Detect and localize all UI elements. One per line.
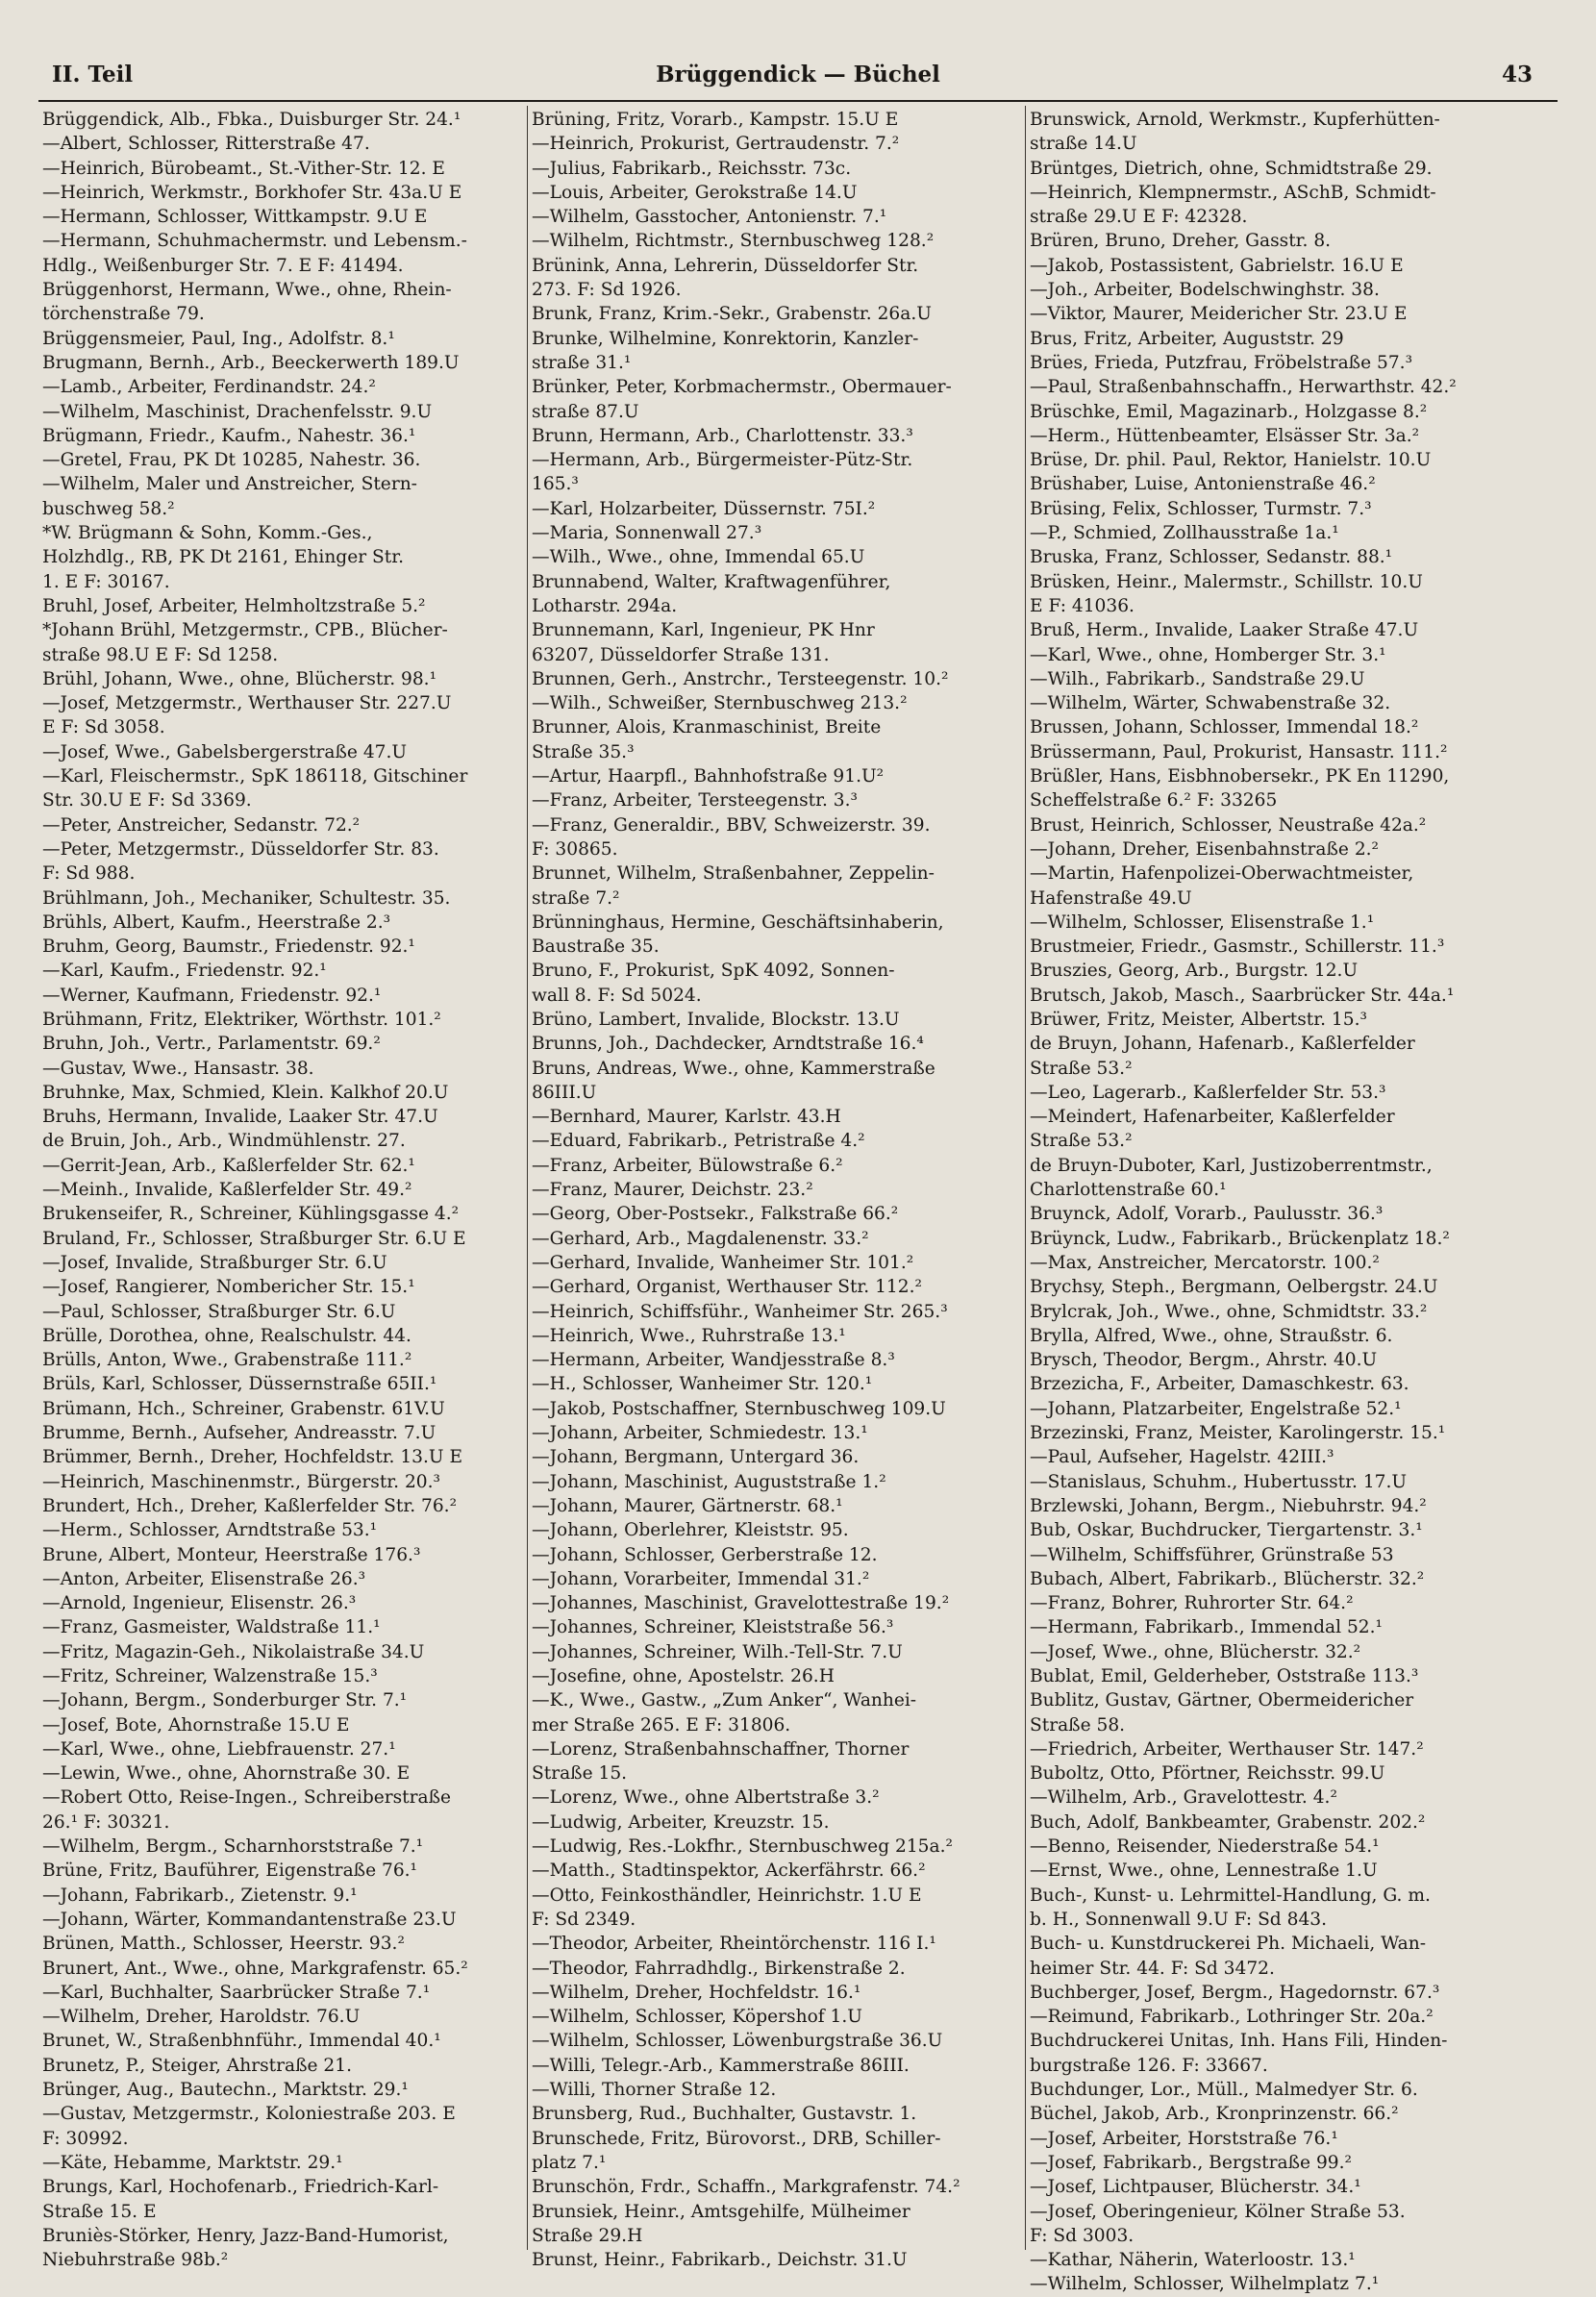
directory-entry-line: 26.¹ F: 30321. — [42, 1811, 170, 1833]
column-divider — [1025, 106, 1026, 2250]
directory-entry-line: Brüse, Dr. phil. Paul, Rektor, Hanielstr. 10.U — [1030, 450, 1432, 471]
page-header — [38, 56, 1558, 102]
directory-entry-line: —Willi, Thorner Straße 12. — [532, 2080, 777, 2101]
directory-entry-line: —Lorenz, Straßenbahnschaffner, Thorner — [532, 1738, 910, 1760]
directory-entry-line: Brunnabend, Walter, Kraftwagenführer, — [532, 571, 891, 592]
directory-entry-line: de Bruyn-Duboter, Karl, Justizoberrentmstr., — [1030, 1155, 1433, 1176]
directory-entry-line: —Anton, Arbeiter, Elisenstraße 26.³ — [42, 1568, 366, 1589]
directory-entry-line: Brüsing, Felix, Schlosser, Turmstr. 7.³ — [1030, 498, 1372, 519]
directory-entry-line: —Stanislaus, Schuhm., Hubertusstr. 17.U — [1030, 1471, 1408, 1492]
directory-entry-line: straße 31.¹ — [532, 352, 632, 373]
directory-entry-line: —Kathar, Näherin, Waterloostr. 13.¹ — [1030, 2250, 1356, 2271]
directory-entry-line: Brzezinski, Franz, Meister, Karolingerstr. 15.¹ — [1030, 1423, 1446, 1444]
directory-entry-line: —Franz, Gasmeister, Waldstraße 11.¹ — [42, 1617, 381, 1638]
directory-entry-line: —Albert, Schlosser, Ritterstraße 47. — [42, 134, 370, 155]
directory-entry-line: —Josef, Invalide, Straßburger Str. 6.U — [42, 1252, 387, 1273]
directory-entry-line: —Gerhard, Arb., Magdalenenstr. 33.² — [532, 1228, 869, 1249]
directory-entry-line: Brünger, Aug., Bautechn., Marktstr. 29.¹ — [42, 2080, 409, 2101]
directory-entry-line: F: Sd 988. — [42, 863, 136, 885]
directory-entry-line: —Arnold, Ingenieur, Elisenstr. 26.³ — [42, 1593, 357, 1614]
directory-entry-line: —Wilhelm, Richtmstr., Sternbuschweg 128.² — [532, 231, 935, 252]
directory-entry-line: —Josef, Wwe., ohne, Blücherstr. 32.² — [1030, 1641, 1361, 1662]
directory-entry-line: Brüggendick, Alb., Fbka., Duisburger Str. 24.¹ — [42, 110, 461, 130]
part-label: II. Teil — [52, 62, 134, 87]
directory-entry-line: Holzhdlg., RB, PK Dt 2161, Ehinger Str. — [42, 547, 404, 568]
directory-entry-line: —Karl, Fleischermstr., SpK 186118, Gitschiner — [42, 766, 468, 787]
directory-entry-line: —Johann, Maurer, Gärtnerstr. 68.¹ — [532, 1495, 843, 1516]
directory-entry-line: Bruno, F., Prokurist, SpK 4092, Sonnen- — [532, 961, 895, 982]
directory-entry-line: —Johann, Bergm., Sonderburger Str. 7.¹ — [42, 1690, 408, 1711]
directory-entry-line: Brunk, Franz, Krim.-Sekr., Grabenstr. 26a.U — [532, 304, 932, 325]
directory-entry-line: —Josef, Wwe., Gabelsbergerstraße 47.U — [42, 741, 408, 762]
directory-entry-line: Brumme, Bernh., Aufseher, Andreasstr. 7.U — [42, 1423, 436, 1444]
directory-entry-line: —Paul, Schlosser, Straßburger Str. 6.U — [42, 1301, 396, 1322]
directory-entry-line: —Hermann, Fabrikarb., Immendal 52.¹ — [1030, 1617, 1383, 1638]
directory-entry-line: Bubach, Albert, Fabrikarb., Blücherstr. 32.² — [1030, 1568, 1425, 1589]
directory-entry-line: —Karl, Wwe., ohne, Homberger Str. 3.¹ — [1030, 644, 1386, 665]
directory-entry-line: Brunswick, Arnold, Werkmstr., Kupferhütten- — [1030, 110, 1440, 130]
directory-entry-line: Brust, Heinrich, Schlosser, Neustraße 42a.² — [1030, 814, 1427, 836]
directory-entry-line: 1. E F: 30167. — [42, 571, 170, 592]
directory-entry-line: —Artur, Haarpfl., Bahnhofstraße 91.U² — [532, 766, 885, 787]
directory-entry-line: —Martin, Hafenpolizei-Oberwachtmeister, — [1030, 863, 1414, 885]
directory-entry-line: Buch-, Kunst- u. Lehrmittel-Handlung, G. m. — [1030, 1885, 1431, 1906]
directory-entry-line: Brüne, Fritz, Bauführer, Eigenstraße 76.¹ — [42, 1860, 418, 1882]
directory-entry-line: Brussen, Johann, Schlosser, Immendal 18.² — [1030, 717, 1419, 738]
directory-entry-line: —Karl, Buchhalter, Saarbrücker Straße 7.¹ — [42, 1982, 431, 2003]
directory-entry-line: Brysch, Theodor, Bergm., Ahrstr. 40.U — [1030, 1350, 1378, 1371]
directory-entry-line: —Otto, Feinkosthändler, Heinrichstr. 1.U E — [532, 1885, 922, 1906]
directory-entry-line: —Heinrich, Prokurist, Gertraudenstr. 7.² — [532, 134, 900, 155]
directory-entry-line: —Heinrich, Wwe., Ruhrstraße 13.¹ — [532, 1325, 846, 1346]
directory-entry-line: Bruhnke, Max, Schmied, Klein. Kalkhof 20.U — [42, 1082, 449, 1103]
directory-entry-line: —Johann, Maschinist, Auguststraße 1.² — [532, 1471, 886, 1492]
directory-entry-line: —Herm., Schlosser, Arndtstraße 53.¹ — [42, 1520, 378, 1541]
directory-entry-line: Str. 30.U E F: Sd 3369. — [42, 790, 252, 811]
running-title: Brüggendick — Büchel — [656, 62, 940, 87]
directory-entry-line: —Friedrich, Arbeiter, Werthauser Str. 147.² — [1030, 1738, 1424, 1760]
directory-entry-line: Brychsy, Steph., Bergmann, Oelbergstr. 24.U — [1030, 1277, 1438, 1298]
directory-entry-line: törchenstraße 79. — [42, 304, 205, 325]
directory-entry-line: Bruhn, Joh., Vertr., Parlamentstr. 69.² — [42, 1034, 381, 1055]
directory-entry-line: Hafenstraße 49.U — [1030, 887, 1192, 909]
directory-entry-line: —Käte, Hebamme, Marktstr. 29.¹ — [42, 2152, 343, 2173]
directory-entry-line: —Heinrich, Maschinenmstr., Bürgerstr. 20.³ — [42, 1471, 440, 1492]
directory-entry-line: Brylcrak, Joh., Wwe., ohne, Schmidtstr. 33.² — [1030, 1301, 1428, 1322]
directory-entry-line: Scheffelstraße 6.² F: 33265 — [1030, 790, 1278, 811]
directory-entry-line: —Karl, Kaufm., Friedenstr. 92.¹ — [42, 961, 327, 982]
directory-entry-line: —Wilh., Schweißer, Sternbuschweg 213.² — [532, 693, 908, 714]
directory-entry-line: —Johann, Arbeiter, Schmiedestr. 13.¹ — [532, 1423, 868, 1444]
directory-entry-line: —Julius, Fabrikarb., Reichsstr. 73c. — [532, 158, 852, 179]
directory-entry-line: Brüwer, Fritz, Meister, Albertstr. 15.³ — [1030, 1009, 1367, 1030]
directory-entry-line: Bruns, Andreas, Wwe., ohne, Kammerstraße — [532, 1058, 935, 1079]
directory-entry-line: —Willi, Telegr.-Arb., Kammerstraße 86III. — [532, 2055, 910, 2076]
directory-entry-line: Bublitz, Gustav, Gärtner, Obermeidericher — [1030, 1690, 1414, 1711]
directory-entry-line: —Heinrich, Schiffsführ., Wanheimer Str. 265.³ — [532, 1301, 948, 1322]
directory-entry-line: —Theodor, Arbeiter, Rheintörchenstr. 116 I.¹ — [532, 1934, 936, 1955]
directory-entry-line: straße 7.² — [532, 887, 620, 909]
directory-entry-line: Brühls, Albert, Kaufm., Heerstraße 2.³ — [42, 911, 391, 933]
directory-entry-line: Brüggenhorst, Hermann, Wwe., ohne, Rhein- — [42, 280, 452, 301]
directory-entry-line: —Johann, Platzarbeiter, Engelstraße 52.¹ — [1030, 1398, 1402, 1419]
directory-entry-line: Bruniès-Störker, Henry, Jazz-Band-Humorist, — [42, 2225, 449, 2246]
directory-entry-line: —Wilhelm, Maschinist, Drachenfelsstr. 9.U — [42, 401, 433, 422]
directory-entry-line: wall 8. F: Sd 5024. — [532, 985, 702, 1006]
directory-entry-line: Buchberger, Josef, Bergm., Hagedornstr. 67.³ — [1030, 1982, 1440, 2003]
directory-entry-line: Brungs, Karl, Hochofenarb., Friedrich-Karl- — [42, 2177, 439, 2198]
directory-entry-line: —Meinh., Invalide, Kaßlerfelder Str. 49.² — [42, 1180, 412, 1201]
directory-entry-line: Bruß, Herm., Invalide, Laaker Straße 47.U — [1030, 620, 1419, 641]
directory-column-1 — [42, 108, 529, 2272]
directory-entry-line: Brunschede, Fritz, Bürovorst., DRB, Schiller- — [532, 2128, 941, 2149]
directory-entry-line: —Reimund, Fabrikarb., Lothringer Str. 20a.² — [1030, 2007, 1434, 2028]
directory-entry-line: —Paul, Straßenbahnschaffn., Herwarthstr. 42.² — [1030, 377, 1457, 398]
directory-entry-line: Brüntges, Dietrich, ohne, Schmidtstraße 29. — [1030, 158, 1433, 179]
directory-entry-line: —Wilhelm, Dreher, Haroldstr. 76.U — [42, 2007, 361, 2028]
directory-entry-line: —Karl, Wwe., ohne, Liebfrauenstr. 27.¹ — [42, 1738, 396, 1760]
directory-entry-line: platz 7.¹ — [532, 2152, 607, 2173]
directory-entry-line: —Wilhelm, Schlosser, Wilhelmplatz 7.¹ — [1030, 2274, 1380, 2295]
directory-entry-line: —Hermann, Arb., Bürgermeister-Pütz-Str. — [532, 450, 913, 471]
directory-entry-line: Brüynck, Ludw., Fabrikarb., Brückenplatz 18.² — [1030, 1228, 1450, 1249]
directory-entry-line: Brühlmann, Joh., Mechaniker, Schultestr. 35. — [42, 887, 451, 909]
directory-entry-line: —Jakob, Postschaffner, Sternbuschweg 109.U — [532, 1398, 946, 1419]
directory-entry-line: —Franz, Bohrer, Ruhrorter Str. 64.² — [1030, 1593, 1354, 1614]
directory-entry-line: —Hermann, Schlosser, Wittkampstr. 9.U E — [42, 207, 428, 228]
directory-entry-line: —Peter, Anstreicher, Sedanstr. 72.² — [42, 814, 361, 836]
directory-entry-line: Brümann, Hch., Schreiner, Grabenstr. 61V.U — [42, 1398, 445, 1419]
directory-entry-line: F: Sd 3003. — [1030, 2225, 1135, 2246]
directory-entry-line: Brühl, Johann, Wwe., ohne, Blücherstr. 98.¹ — [42, 668, 437, 689]
directory-entry-line: —Johannes, Schreiner, Kleiststraße 56.³ — [532, 1617, 894, 1638]
directory-entry-line: Bruszies, Georg, Arb., Burgstr. 12.U — [1030, 961, 1359, 982]
directory-entry-line: —Robert Otto, Reise-Ingen., Schreiberstraße — [42, 1787, 452, 1809]
directory-entry-line: Lotharstr. 294a. — [532, 595, 678, 616]
directory-entry-line: F: Sd 2349. — [532, 1909, 636, 1930]
directory-entry-line: —Ludwig, Arbeiter, Kreuzstr. 15. — [532, 1811, 830, 1833]
directory-entry-line: —Ernst, Wwe., ohne, Lennestraße 1.U — [1030, 1860, 1378, 1882]
directory-column-3 — [1030, 108, 1516, 2297]
directory-entry-line: b. H., Sonnenwall 9.U F: Sd 843. — [1030, 1909, 1328, 1930]
directory-entry-line: Brunsiek, Heinr., Amtsgehilfe, Mülheimer — [532, 2201, 910, 2222]
directory-entry-line: Brus, Fritz, Arbeiter, Auguststr. 29 — [1030, 328, 1344, 349]
directory-entry-line: Brüls, Karl, Schlosser, Düssernstraße 65II.¹ — [42, 1374, 437, 1395]
directory-entry-line: —Johannes, Maschinist, Gravelottestraße 19.² — [532, 1593, 950, 1614]
directory-entry-line: —Lamb., Arbeiter, Ferdinandstr. 24.² — [42, 377, 376, 398]
directory-entry-line: Buchdruckerei Unitas, Inh. Hans Fili, Hinden- — [1030, 2031, 1448, 2052]
directory-entry-line: —Heinrich, Bürobeamt., St.-Vither-Str. 12. E — [42, 158, 445, 179]
directory-entry-line: Brunke, Wilhelmine, Konrektorin, Kanzler- — [532, 328, 919, 349]
directory-entry-line: Bruhm, Georg, Baumstr., Friedenstr. 92.¹ — [42, 936, 415, 958]
directory-entry-line: —Theodor, Fahrradhdlg., Birkenstraße 2. — [532, 1958, 906, 1979]
directory-entry-line: —Heinrich, Werkmstr., Borkhofer Str. 43a.U E — [42, 182, 462, 203]
directory-entry-line: Bub, Oskar, Buchdrucker, Tiergartenstr. 3.¹ — [1030, 1520, 1423, 1541]
directory-entry-line: E F: Sd 3058. — [42, 717, 165, 738]
directory-entry-line: —Max, Anstreicher, Mercatorstr. 100.² — [1030, 1252, 1380, 1273]
directory-entry-line: —Gustav, Metzgermstr., Koloniestraße 203. E — [42, 2104, 456, 2125]
directory-entry-line: Bruhl, Josef, Arbeiter, Helmholtzstraße 5.² — [42, 595, 426, 616]
directory-entry-line: Brunschön, Frdr., Schaffn., Markgrafenstr. 74.² — [532, 2177, 960, 2198]
directory-entry-line: —Matth., Stadtinspektor, Ackerfährstr. 66.² — [532, 1860, 926, 1882]
directory-entry-line: Brunnemann, Karl, Ingenieur, PK Hnr — [532, 620, 875, 641]
directory-entry-line: —Gerhard, Invalide, Wanheimer Str. 101.² — [532, 1252, 914, 1273]
directory-entry-line: F: 30865. — [532, 838, 618, 860]
directory-entry-line: de Bruyn, Johann, Hafenarb., Kaßlerfelder — [1030, 1034, 1415, 1055]
directory-entry-line: —Eduard, Fabrikarb., Petristraße 4.² — [532, 1131, 865, 1152]
directory-entry-line: —Franz, Generaldir., BBV, Schweizerstr. 39. — [532, 814, 931, 836]
header-rule — [38, 100, 1558, 102]
directory-entry-line: straße 14.U — [1030, 134, 1137, 155]
directory-entry-line: Brühmann, Fritz, Elektriker, Wörthstr. 101.² — [42, 1009, 441, 1030]
directory-entry-line: Brüren, Bruno, Dreher, Gasstr. 8. — [1030, 231, 1332, 252]
directory-entry-line: —Georg, Ober-Postsekr., Falkstraße 66.² — [532, 1204, 899, 1225]
directory-entry-line: —Johann, Schlosser, Gerberstraße 12. — [532, 1544, 878, 1565]
directory-entry-line: Brüssermann, Paul, Prokurist, Hansastr. 111.² — [1030, 741, 1448, 762]
directory-entry-line: Buch- u. Kunstdruckerei Ph. Michaeli, Wan- — [1030, 1934, 1426, 1955]
directory-entry-line: 165.³ — [532, 474, 579, 495]
directory-entry-line: E F: 41036. — [1030, 595, 1135, 616]
directory-entry-line: —Meindert, Hafenarbeiter, Kaßlerfelder — [1030, 1107, 1395, 1128]
directory-entry-line: —Wilhelm, Maler und Anstreicher, Stern- — [42, 474, 417, 495]
directory-entry-line: —Gerrit-Jean, Arb., Kaßlerfelder Str. 62.¹ — [42, 1155, 415, 1176]
directory-entry-line: Büchel, Jakob, Arb., Kronprinzenstr. 66.² — [1030, 2104, 1399, 2125]
directory-entry-line: mer Straße 265. E F: 31806. — [532, 1714, 791, 1735]
directory-entry-line: *Johann Brühl, Metzgermstr., CPB., Blücher- — [42, 620, 448, 641]
directory-entry-line: —Hermann, Schuhmachermstr. und Lebensm.- — [42, 231, 467, 252]
directory-entry-line: —Heinrich, Klempnermstr., ASchB, Schmidt- — [1030, 182, 1436, 203]
directory-entry-line: Straße 15. E — [42, 2201, 157, 2222]
directory-entry-line: Baustraße 35. — [532, 936, 660, 958]
directory-entry-line: Brülle, Dorothea, ohne, Realschulstr. 44. — [42, 1325, 411, 1346]
directory-entry-line: Straße 53.² — [1030, 1058, 1133, 1079]
directory-entry-line: —Wilhelm, Arb., Gravelottestr. 4.² — [1030, 1787, 1337, 1809]
directory-entry-line: —Josef, Bote, Ahornstraße 15.U E — [42, 1714, 350, 1735]
directory-entry-line: Brunner, Alois, Kranmaschinist, Breite — [532, 717, 882, 738]
directory-entry-line: Brylla, Alfred, Wwe., ohne, Straußstr. 6. — [1030, 1325, 1393, 1346]
directory-entry-line: —Johann, Vorarbeiter, Immendal 31.² — [532, 1568, 870, 1589]
directory-entry-line: Brünker, Peter, Korbmachermstr., Obermauer- — [532, 377, 952, 398]
directory-entry-line: straße 98.U E F: Sd 1258. — [42, 644, 279, 665]
directory-entry-line: —Josef, Fabrikarb., Bergstraße 99.² — [1030, 2152, 1352, 2173]
directory-entry-line: Brustmeier, Friedr., Gasmstr., Schillerstr. 11.³ — [1030, 936, 1445, 958]
directory-entry-line: Brünen, Matth., Schlosser, Heerstr. 93.² — [42, 1934, 405, 1955]
directory-entry-line: Brüshaber, Luise, Antonienstraße 46.² — [1030, 474, 1376, 495]
directory-entry-line: —Josef, Metzgermstr., Werthauser Str. 227.U — [42, 693, 452, 714]
directory-entry-line: Brües, Frieda, Putzfrau, Fröbelstraße 57.³ — [1030, 352, 1413, 373]
directory-entry-line: —Wilh., Wwe., ohne, Immendal 65.U — [532, 547, 865, 568]
directory-entry-line: —Johann, Fabrikarb., Zietenstr. 9.¹ — [42, 1885, 358, 1906]
directory-entry-line: Brunns, Joh., Dachdecker, Arndtstraße 16.⁴ — [532, 1034, 924, 1055]
directory-entry-line: Brunsberg, Rud., Buchhalter, Gustavstr. 1. — [532, 2104, 917, 2125]
directory-entry-line: —Gerhard, Organist, Werthauser Str. 112.² — [532, 1277, 922, 1298]
directory-entry-line: straße 87.U — [532, 401, 639, 422]
directory-entry-line: Brugmann, Bernh., Arb., Beeckerwerth 189.U — [42, 352, 460, 373]
directory-entry-line: —Lewin, Wwe., ohne, Ahornstraße 30. E — [42, 1763, 411, 1785]
directory-entry-line: —Josef, Lichtpauser, Blücherstr. 34.¹ — [1030, 2177, 1361, 2198]
directory-entry-line: —Wilhelm, Bergm., Scharnhorststraße 7.¹ — [42, 1836, 424, 1858]
directory-entry-line: Brunert, Ant., Wwe., ohne, Markgrafenstr. 65.² — [42, 1958, 468, 1979]
directory-entry-line: —Herm., Hüttenbeamter, Elsässer Str. 3a.² — [1030, 425, 1420, 446]
directory-entry-line: Brukenseifer, R., Schreiner, Kühlingsgasse 4.² — [42, 1204, 460, 1225]
directory-entry-line: —Wilhelm, Schlosser, Elisenstraße 1.¹ — [1030, 911, 1375, 933]
directory-entry-line: —Johann, Oberlehrer, Kleiststr. 95. — [532, 1520, 849, 1541]
directory-entry-line: Brümmer, Bernh., Dreher, Hochfeldstr. 13.U E — [42, 1447, 463, 1468]
directory-entry-line: Brzlewski, Johann, Bergm., Niebuhrstr. 94.² — [1030, 1495, 1427, 1516]
directory-entry-line: —Wilhelm, Dreher, Hochfeldstr. 16.¹ — [532, 1982, 861, 2003]
directory-entry-line: —Wilhelm, Schiffsführer, Grünstraße 53 — [1030, 1544, 1394, 1565]
directory-entry-line: 63207, Düsseldorfer Straße 131. — [532, 644, 830, 665]
directory-entry-line: Brüschke, Emil, Magazinarb., Holzgasse 8.² — [1030, 401, 1428, 422]
directory-entry-line: Bruynck, Adolf, Vorarb., Paulusstr. 36.³ — [1030, 1204, 1384, 1225]
directory-entry-line: Brügmann, Friedr., Kaufm., Nahestr. 36.¹ — [42, 425, 416, 446]
directory-entry-line: —Josef, Oberingenieur, Kölner Straße 53. — [1030, 2201, 1406, 2222]
directory-entry-line: —Johannes, Schreiner, Wilh.-Tell-Str. 7.U — [532, 1641, 903, 1662]
directory-entry-line: —Franz, Arbeiter, Tersteegenstr. 3.³ — [532, 790, 858, 811]
directory-entry-line: —Fritz, Magazin-Geh., Nikolaistraße 34.U — [42, 1641, 425, 1662]
directory-entry-line: Brünninghaus, Hermine, Geschäftsinhaberin, — [532, 911, 944, 933]
directory-entry-line: —Josefine, ohne, Apostelstr. 26.H — [532, 1666, 835, 1686]
page-number: 43 — [1501, 62, 1533, 87]
directory-entry-line: Charlottenstraße 60.¹ — [1030, 1180, 1227, 1201]
directory-entry-line: —Leo, Lagerarb., Kaßlerfelder Str. 53.³ — [1030, 1082, 1386, 1103]
directory-entry-line: burgstraße 126. F: 33667. — [1030, 2055, 1268, 2076]
directory-entry-line: Brutsch, Jakob, Masch., Saarbrücker Str. 44a.¹ — [1030, 985, 1455, 1006]
directory-entry-line: —Karl, Holzarbeiter, Düssernstr. 75I.² — [532, 498, 876, 519]
directory-entry-line: Niebuhrstraße 98b.² — [42, 2250, 229, 2271]
directory-entry-line: —Gretel, Frau, PK Dt 10285, Nahestr. 36. — [42, 450, 421, 471]
directory-entry-line: —Lorenz, Wwe., ohne Albertstraße 3.² — [532, 1787, 880, 1809]
directory-entry-line: Buch, Adolf, Bankbeamter, Grabenstr. 202.² — [1030, 1811, 1426, 1833]
directory-entry-line: Brülls, Anton, Wwe., Grabenstraße 111.² — [42, 1350, 412, 1371]
directory-entry-line: —Peter, Metzgermstr., Düsseldorfer Str. 83. — [42, 838, 439, 860]
directory-entry-line: F: 30992. — [42, 2128, 129, 2149]
directory-entry-line: de Bruin, Joh., Arb., Windmühlenstr. 27. — [42, 1131, 406, 1152]
directory-entry-line: Brunst, Heinr., Fabrikarb., Deichstr. 31.U — [532, 2250, 908, 2271]
directory-entry-line: —Joh., Arbeiter, Bodelschwinghstr. 38. — [1030, 280, 1380, 301]
directory-entry-line: heimer Str. 44. F: Sd 3472. — [1030, 1958, 1275, 1979]
directory-entry-line: Brunnen, Gerh., Anstrchr., Tersteegenstr. 10.² — [532, 668, 949, 689]
directory-entry-line: —Hermann, Arbeiter, Wandjesstraße 8.³ — [532, 1350, 895, 1371]
directory-entry-line: Brune, Albert, Monteur, Heerstraße 176.³ — [42, 1544, 421, 1565]
directory-entry-line: —Johann, Dreher, Eisenbahnstraße 2.² — [1030, 838, 1380, 860]
directory-entry-line: Brünink, Anna, Lehrerin, Düsseldorfer Str. — [532, 255, 919, 276]
directory-entry-line: —Franz, Arbeiter, Bülowstraße 6.² — [532, 1155, 843, 1176]
directory-entry-line: —Paul, Aufseher, Hagelstr. 42III.³ — [1030, 1447, 1334, 1468]
directory-entry-line: Brundert, Hch., Dreher, Kaßlerfelder Str. 76.² — [42, 1495, 458, 1516]
directory-entry-line: Brüning, Fritz, Vorarb., Kampstr. 15.U E — [532, 110, 899, 130]
directory-entry-line: buschweg 58.² — [42, 498, 175, 519]
directory-entry-line: Brüsken, Heinr., Malermstr., Schillstr. 10.U — [1030, 571, 1423, 592]
directory-entry-line: 273. F: Sd 1926. — [532, 280, 682, 301]
directory-entry-line: —Louis, Arbeiter, Gerokstraße 14.U — [532, 182, 858, 203]
directory-entry-line: —Viktor, Maurer, Meidericher Str. 23.U E — [1030, 304, 1408, 325]
directory-entry-line: *W. Brügmann & Sohn, Komm.-Ges., — [42, 523, 373, 544]
directory-entry-line: —Werner, Kaufmann, Friedenstr. 92.¹ — [42, 985, 382, 1006]
directory-entry-line: Bruhs, Hermann, Invalide, Laaker Str. 47.U — [42, 1107, 438, 1128]
directory-entry-line: Bruland, Fr., Schlosser, Straßburger Str. 6.U E — [42, 1228, 466, 1249]
directory-entry-line: —Bernhard, Maurer, Karlstr. 43.H — [532, 1107, 841, 1128]
directory-entry-line: —Josef, Arbeiter, Horststraße 76.¹ — [1030, 2128, 1338, 2149]
directory-entry-line: Brunetz, P., Steiger, Ahrstraße 21. — [42, 2055, 352, 2076]
directory-entry-line: Brunnet, Wilhelm, Straßenbahner, Zeppelin- — [532, 863, 935, 885]
directory-entry-line: Straße 15. — [532, 1763, 628, 1785]
directory-entry-line: —Johann, Wärter, Kommandantenstraße 23.U — [42, 1909, 457, 1930]
directory-entry-line: —Wilhelm, Wärter, Schwabenstraße 32. — [1030, 693, 1391, 714]
directory-entry-line: Brzezicha, F., Arbeiter, Damaschkestr. 63. — [1030, 1374, 1409, 1395]
directory-entry-line: Straße 58. — [1030, 1714, 1126, 1735]
directory-entry-line: Bruska, Franz, Schlosser, Sedanstr. 88.¹ — [1030, 547, 1393, 568]
directory-entry-line: 86III.U — [532, 1082, 597, 1103]
directory-entry-line: Straße 29.H — [532, 2225, 643, 2246]
directory-entry-line: —P., Schmied, Zollhausstraße 1a.¹ — [1030, 523, 1339, 544]
directory-entry-line: —Gustav, Wwe., Hansastr. 38. — [42, 1058, 314, 1079]
directory-entry-line: Buboltz, Otto, Pförtner, Reichsstr. 99.U — [1030, 1763, 1385, 1785]
directory-entry-line: —Johann, Bergmann, Untergard 36. — [532, 1447, 860, 1468]
directory-entry-line: Straße 53.² — [1030, 1131, 1133, 1152]
directory-entry-line: —H., Schlosser, Wanheimer Str. 120.¹ — [532, 1374, 873, 1395]
directory-entry-line: —Wilhelm, Schlosser, Löwenburgstraße 36.U — [532, 2031, 943, 2052]
directory-entry-line: —Maria, Sonnenwall 27.³ — [532, 523, 762, 544]
directory-entry-line: Buchdunger, Lor., Müll., Malmedyer Str. 6. — [1030, 2080, 1418, 2101]
directory-entry-line: —Fritz, Schreiner, Walzenstraße 15.³ — [42, 1666, 378, 1686]
directory-entry-line: —K., Wwe., Gastw., „Zum Anker“, Wanhei- — [532, 1690, 917, 1711]
directory-entry-line: Bublat, Emil, Gelderheber, Oststraße 113.³ — [1030, 1666, 1419, 1686]
directory-entry-line: —Wilh., Fabrikarb., Sandstraße 29.U — [1030, 668, 1365, 689]
directory-entry-line: —Jakob, Postassistent, Gabrielstr. 16.U E — [1030, 255, 1404, 276]
directory-entry-line: —Ludwig, Res.-Lokfhr., Sternbuschweg 215a.² — [532, 1836, 953, 1858]
directory-entry-line: Brüggensmeier, Paul, Ing., Adolfstr. 8.¹ — [42, 328, 395, 349]
directory-entry-line: Brunet, W., Straßenbhnführ., Immendal 40.¹ — [42, 2031, 441, 2052]
directory-entry-line: straße 29.U E F: 42328. — [1030, 207, 1248, 228]
directory-column-2 — [532, 108, 1018, 2272]
directory-entry-line: —Wilhelm, Schlosser, Köpershof 1.U — [532, 2007, 862, 2028]
directory-entry-line: —Benno, Reisender, Niederstraße 54.¹ — [1030, 1836, 1380, 1858]
directory-entry-line: —Franz, Maurer, Deichstr. 23.² — [532, 1180, 813, 1201]
directory-entry-line: Brüßler, Hans, Eisbhnobersekr., PK En 11290, — [1030, 766, 1450, 787]
directory-entry-line: —Josef, Rangierer, Nombericher Str. 15.¹ — [42, 1277, 415, 1298]
directory-entry-line: Brunn, Hermann, Arb., Charlottenstr. 33.³ — [532, 425, 913, 446]
directory-entry-line: Brüno, Lambert, Invalide, Blockstr. 13.U — [532, 1009, 900, 1030]
directory-entry-line: Straße 35.³ — [532, 741, 635, 762]
directory-entry-line: Hdlg., Weißenburger Str. 7. E F: 41494. — [42, 255, 404, 276]
directory-entry-line: —Wilhelm, Gasstocher, Antonienstr. 7.¹ — [532, 207, 887, 228]
